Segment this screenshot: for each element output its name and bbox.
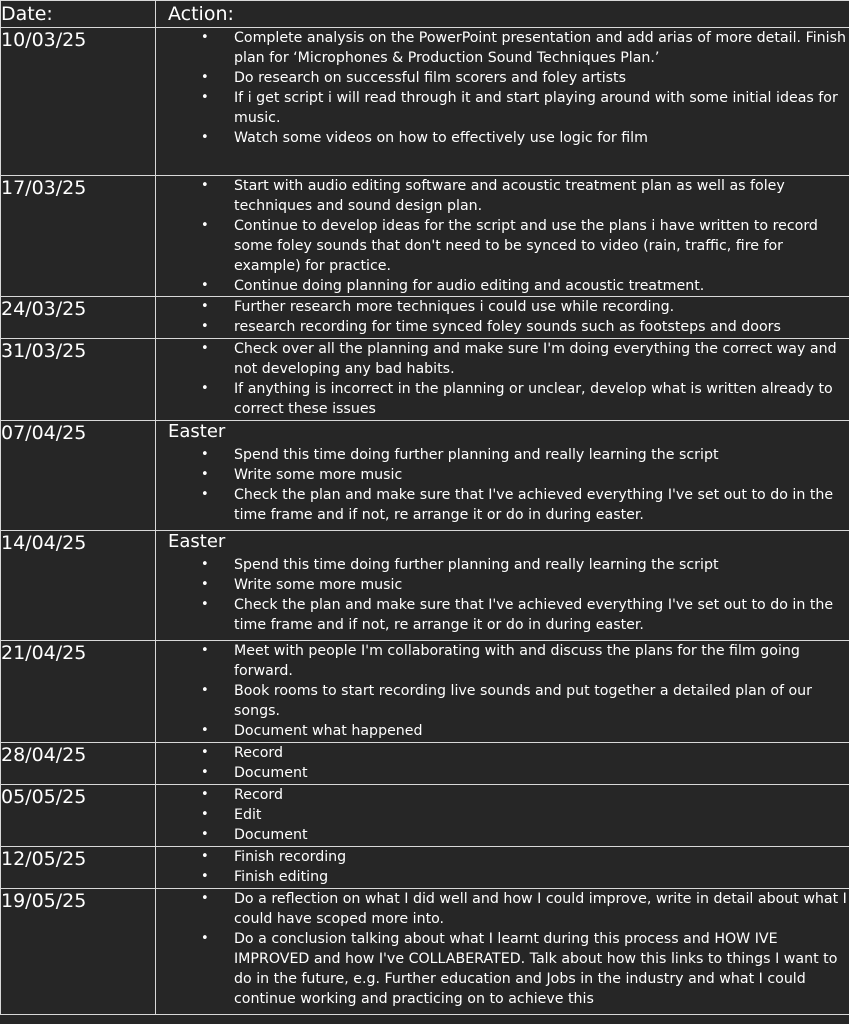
action-item: • Meet with people I'm collaborating with and discuss the plans for the film going forward. — [156, 641, 849, 681]
action-item: • Spend this time doing further planning and really learning the script — [156, 555, 849, 575]
action-item: • Write some more music — [156, 465, 849, 485]
row-date: 19/05/25 — [1, 889, 156, 1015]
action-list — [156, 743, 849, 783]
action-item: • Record — [156, 743, 849, 763]
table-row — [1, 176, 849, 297]
action-list — [156, 889, 849, 1009]
row-date: 21/04/25 — [1, 641, 156, 743]
action-item: • Document — [156, 825, 849, 845]
row-actions — [156, 421, 849, 531]
action-list — [156, 339, 849, 419]
date-column-header: Date: — [1, 1, 156, 28]
table-row — [1, 889, 849, 1015]
action-item: • Finish recording — [156, 847, 849, 867]
plan-rows — [1, 28, 849, 1015]
action-item: • Finish editing — [156, 867, 849, 887]
row-date: 17/03/25 — [1, 176, 156, 297]
action-list — [156, 785, 849, 845]
row-actions — [156, 297, 849, 339]
table-row — [1, 641, 849, 743]
action-list — [156, 445, 849, 525]
row-actions — [156, 28, 849, 176]
action-item: • Do a reflection on what I did well and how I could improve, write in detail about what I could have scoped more into. — [156, 889, 849, 929]
row-date: 24/03/25 — [1, 297, 156, 339]
row-actions — [156, 785, 849, 847]
action-list — [156, 555, 849, 635]
row-date: 10/03/25 — [1, 28, 156, 176]
action-item: • Watch some videos on how to effectively use logic for film — [156, 128, 849, 148]
row-date: 14/04/25 — [1, 531, 156, 641]
row-date: 07/04/25 — [1, 421, 156, 531]
action-item: • Do research on successful film scorers and foley artists — [156, 68, 849, 88]
action-item: • Check the plan and make sure that I've achieved everything I've set out to do in the time frame and if not, re arrange it or do in during easter. — [156, 485, 849, 525]
action-item: • Document what happened — [156, 721, 849, 741]
action-item: • Write some more music — [156, 575, 849, 595]
action-item: • Spend this time doing further planning and really learning the script — [156, 445, 849, 465]
action-item: • Complete analysis on the PowerPoint presentation and add arias of more detail. Finish plan for ‘Microphones & Production Sound Techniques Plan.’ — [156, 28, 849, 68]
action-item: • Continue to develop ideas for the script and use the plans i have written to record some foley sounds that don't need to be synced to video (rain, traffic, fire for example) for practice. — [156, 216, 849, 276]
action-list — [156, 176, 849, 296]
row-actions — [156, 531, 849, 641]
row-date: 31/03/25 — [1, 339, 156, 421]
row-actions — [156, 176, 849, 297]
table-row — [1, 297, 849, 339]
action-item: • research recording for time synced foley sounds such as footsteps and doors — [156, 317, 849, 337]
row-actions — [156, 641, 849, 743]
table-row — [1, 28, 849, 176]
action-list — [156, 28, 849, 148]
action-item: • If anything is incorrect in the planning or unclear, develop what is written already to correct these issues — [156, 379, 849, 419]
row-heading: Easter — [168, 421, 226, 442]
action-item: • Check over all the planning and make sure I'm doing everything the correct way and not developing any bad habits. — [156, 339, 849, 379]
table-row — [1, 785, 849, 847]
action-list — [156, 297, 849, 337]
action-column-header: Action: — [156, 1, 849, 28]
action-item: • Check the plan and make sure that I've achieved everything I've set out to do in the time frame and if not, re arrange it or do in during easter. — [156, 595, 849, 635]
action-item: • Further research more techniques i could use while recording. — [156, 297, 849, 317]
action-item: • Continue doing planning for audio editing and acoustic treatment. — [156, 276, 849, 296]
table-row — [1, 743, 849, 785]
action-item: • Book rooms to start recording live sounds and put together a detailed plan of our songs. — [156, 681, 849, 721]
table-row — [1, 339, 849, 421]
action-item: • Document — [156, 763, 849, 783]
table-row — [1, 421, 849, 531]
row-date: 28/04/25 — [1, 743, 156, 785]
row-date: 05/05/25 — [1, 785, 156, 847]
row-heading: Easter — [168, 531, 226, 552]
row-actions — [156, 339, 849, 421]
row-actions — [156, 743, 849, 785]
row-actions — [156, 889, 849, 1015]
action-item: • Start with audio editing software and acoustic treatment plan as well as foley techniques and sound design plan. — [156, 176, 849, 216]
action-item: • Do a conclusion talking about what I learnt during this process and HOW IVE IMPROVED and how I've COLLABERATED. Talk about how this links to things I want to do in the future, e.g. Further education and Jobs in the industry and what I could continue working and practicing on to achieve this — [156, 929, 849, 1009]
action-list — [156, 847, 849, 887]
row-date: 12/05/25 — [1, 847, 156, 889]
table-row — [1, 847, 849, 889]
action-item: • If i get script i will read through it and start playing around with some initial ideas for music. — [156, 88, 849, 128]
row-actions — [156, 847, 849, 889]
header-row — [1, 1, 849, 28]
table-row — [1, 531, 849, 641]
action-list — [156, 641, 849, 741]
action-item: • Edit — [156, 805, 849, 825]
action-item: • Record — [156, 785, 849, 805]
